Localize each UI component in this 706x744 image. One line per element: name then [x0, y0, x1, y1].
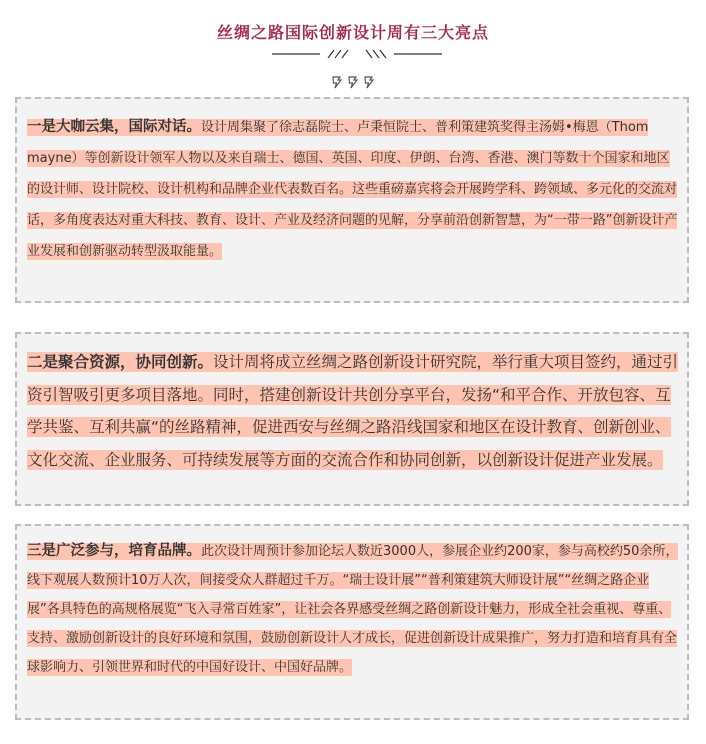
- section-paragraph: [27, 112, 679, 267]
- section-lead: 一是大咖云集，国际对话。: [27, 119, 201, 135]
- section-body: 设计周集聚了徐志磊院士、卢秉恒院士、普利策建筑奖得主汤姆•梅恩（Thom mayne）等创新设计领军人物以及来自瑞士、德国、英国、印度、伊朗、台湾、香港、澳门等数十个国家和地区的设计师、设计院校、设计机构和品牌企业代表数百名。这些重磅嘉宾将会开展跨学科、跨领域、多元化的交流对话，多角度表达对重大科技、教育、设计、产业及经济问题的见解，分享前沿创新智慧，为“一带一路”创新设计产业发展和创新驱动转型汲取能量。: [27, 120, 678, 259]
- highlight-section-2: [15, 332, 689, 506]
- article-title: 丝绸之路国际创新设计周有三大亮点: [216, 23, 489, 42]
- bell-icon: [330, 74, 378, 90]
- highlight-section-3: [15, 524, 689, 720]
- section-lead: 二是聚合资源，协同创新。: [27, 353, 214, 371]
- line-chevron-divider-icon: [272, 46, 442, 60]
- section-paragraph: [27, 346, 679, 476]
- highlight-section-1: [15, 97, 689, 303]
- section-body: 设计周将成立丝绸之路创新设计研究院，举行重大项目签约，通过引资引智吸引更多项目落地。同时，搭建创新设计共创分享平台，发扬“和平合作、开放包容、互学共鉴、互利共赢“的丝路精神，促进西安与丝绸之路沿线国家和地区在设计教育、创新创业、文化交流、企业服务、可持续发展等方面的交流合作和协同创新，以创新设计促进产业发展。: [27, 353, 679, 469]
- section-paragraph: [27, 537, 679, 682]
- section-lead: 三是广泛参与，培育品牌。: [27, 543, 201, 559]
- section-body: 此次设计周预计参加论坛人数近3000人，参展企业约200家，参与高校约50余所，线下观展人数预计10万人次，间接受众人群超过千万。“瑞士设计展”“普利策建筑大师设计展”“丝绸之路企业展”各具特色的高规格展览“飞入寻常百姓家”，让社会各界感受丝绸之路创新设计魅力，形成全社会重视、尊重、支持、激励创新设计的良好环境和氛围，鼓励创新设计人才成长，促进创新设计成果推广，努力打造和培育具有全球影响力、引领世界和时代的中国好设计、中国好品牌。: [27, 544, 679, 675]
